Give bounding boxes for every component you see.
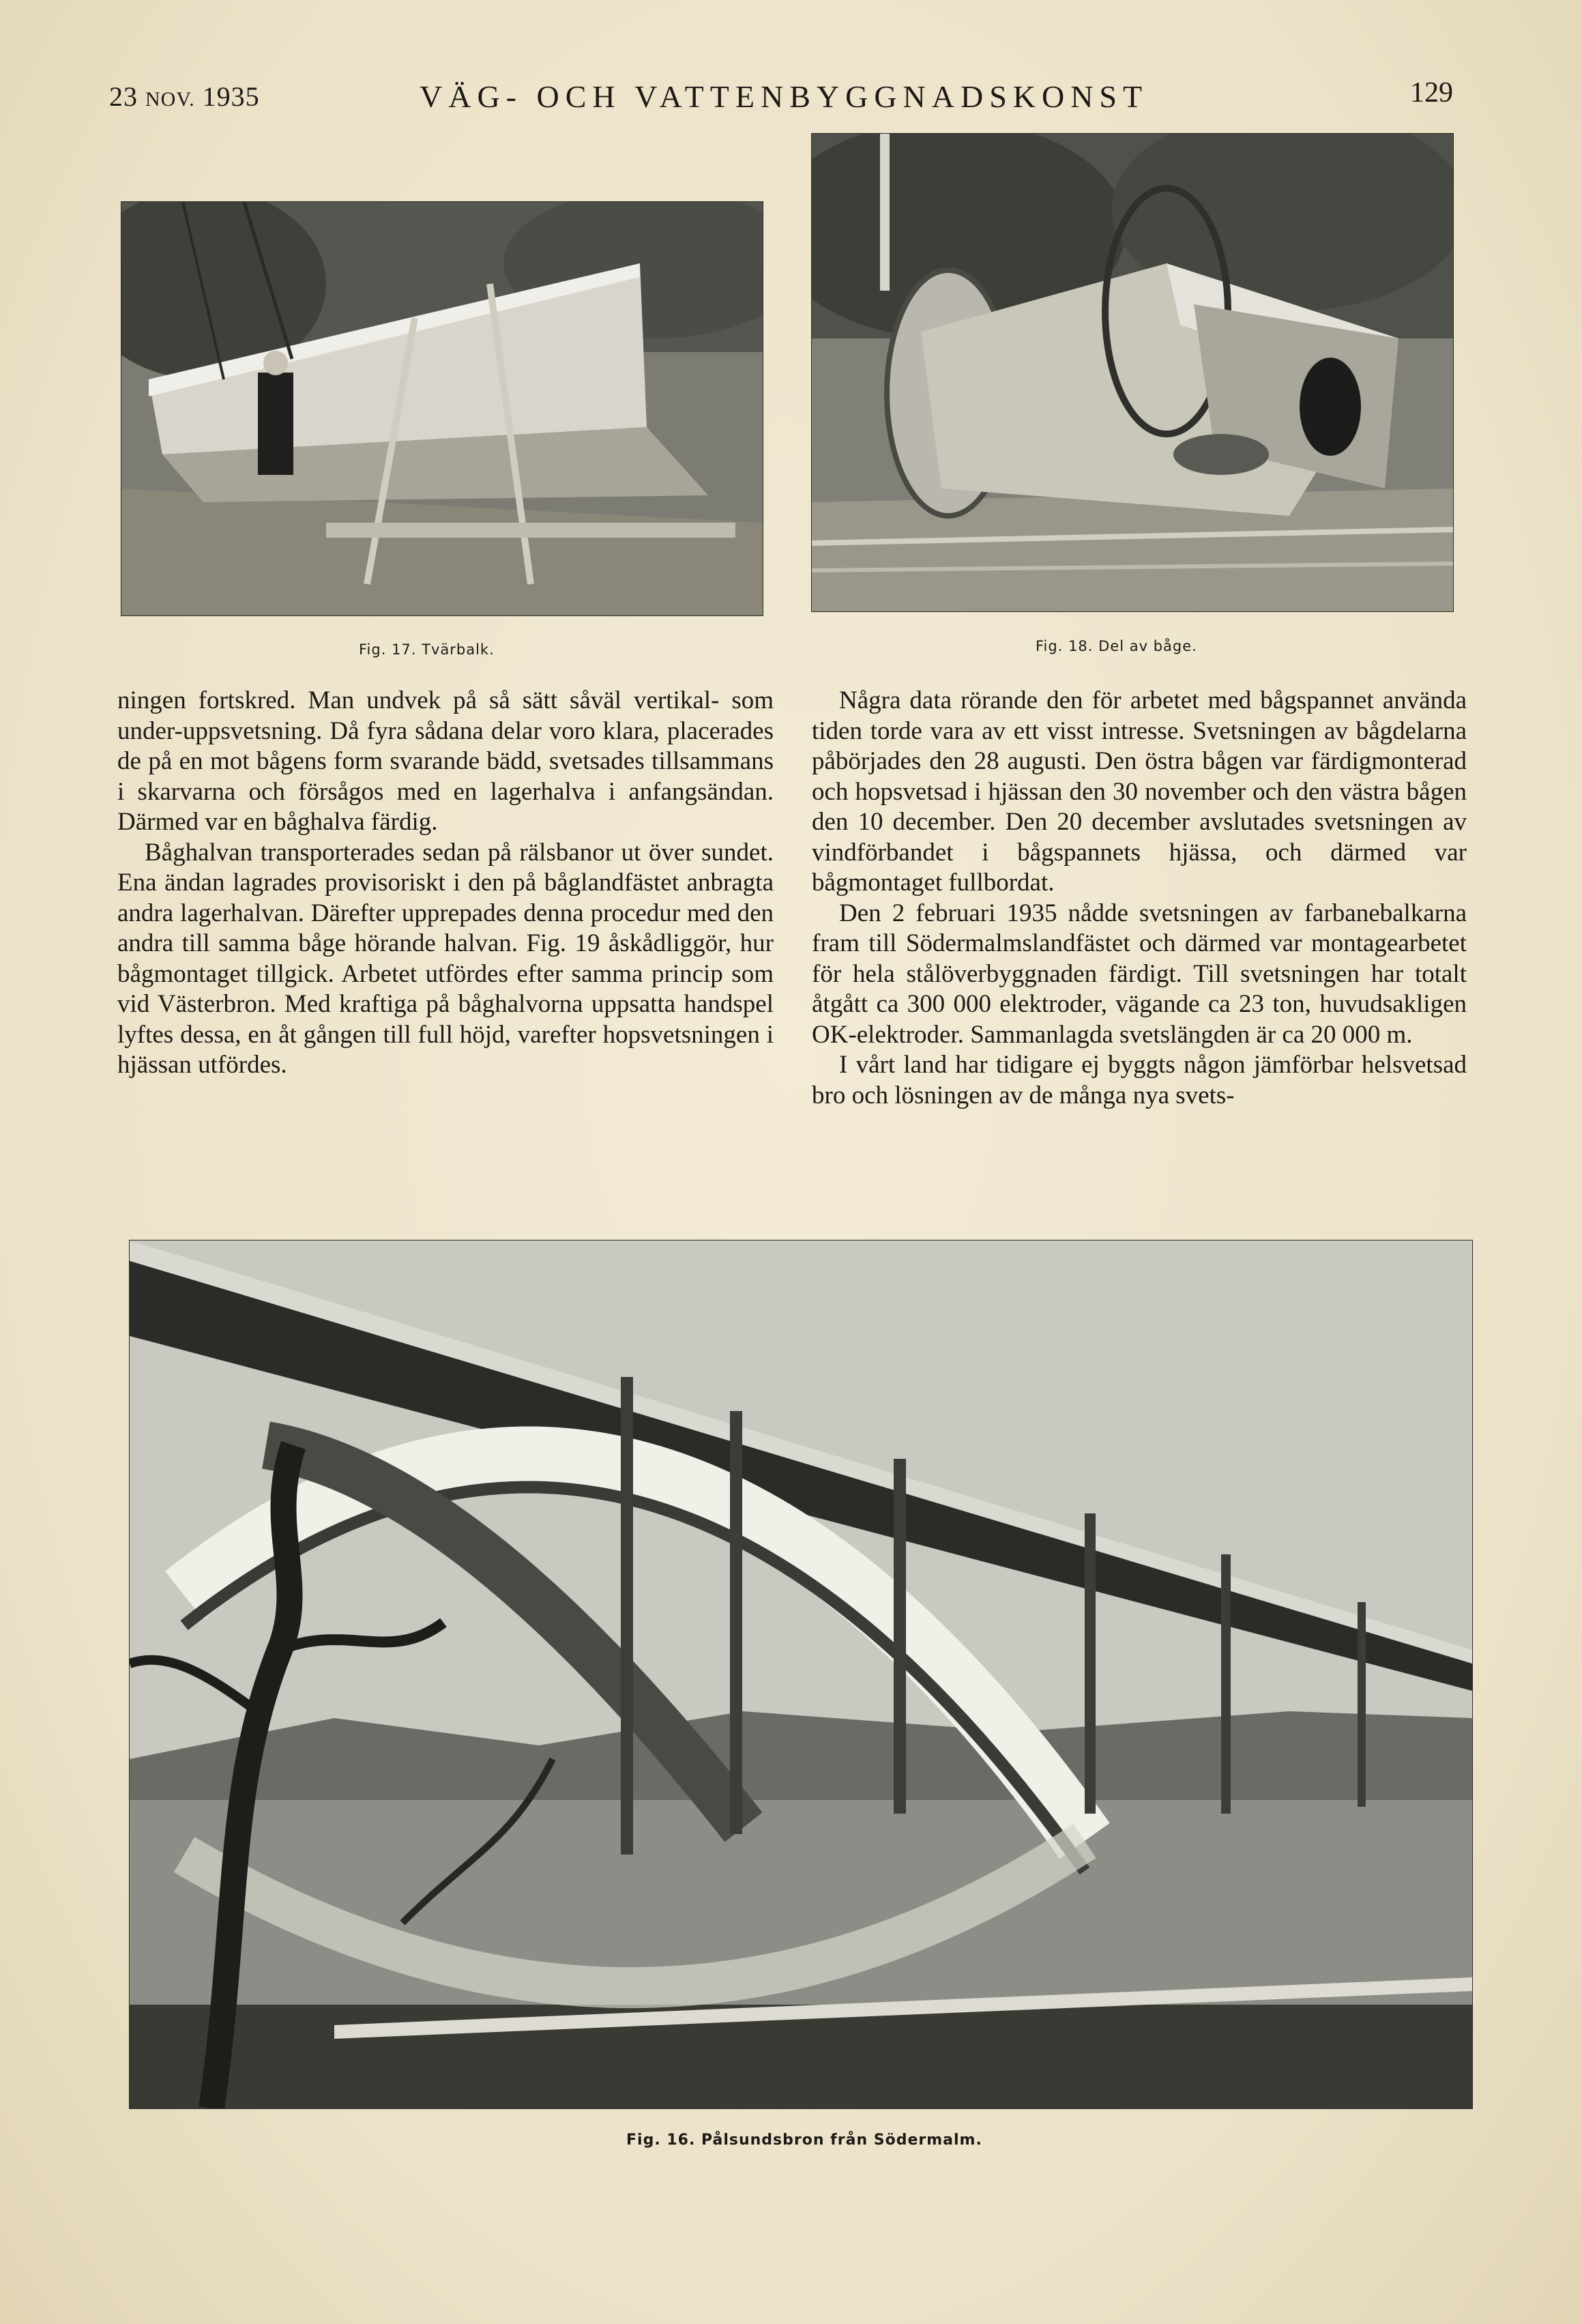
issue-date: [109, 81, 260, 113]
date-day: 23: [109, 81, 138, 112]
fig18-photo: [812, 134, 1453, 611]
paragraph: I vårt land har tidigare ej byggts någon jämförbar helsvetsad bro och lösningen av de många nya svets-: [812, 1051, 1467, 1109]
fig16-photo: [130, 1240, 1472, 2108]
fig17-caption: Fig. 17. Tvärbalk.: [359, 641, 495, 658]
fig17-photo: [121, 202, 763, 615]
fig16-caption: Fig. 16. Pålsundsbron från Södermalm.: [626, 2132, 982, 2149]
paragraph: Båghalvan transporterades sedan på rälsbanor ut över sundet. Ena ändan lagrades provisoriskt i den på båglandfästet anbragta andra lagerhalvan. Därefter upprepades denna procedur med den andra till samma båge hörande halvan. Fig. 19 åskådliggör, hur bågmontaget tillgick. Arbetet utfördes efter samma princip som vid Västerbron. Med kraftiga på båghalvorna uppsatta handspel lyftes dessa, en åt gången till full höjd, varefter hopsvetsningen i hjässan utfördes.: [117, 838, 774, 1079]
journal-title: VÄG- OCH VATTENBYGGNADSKONST: [420, 79, 1149, 114]
paragraph: Den 2 februari 1935 nådde svetsningen av farbanebalkarna fram till Södermalmslandfästet och därmed var montagearbetet för hela stålöverbyggnaden färdigt. Till svetsningen har totalt åtgått ca 300 000 elektroder, vägande ca 23 ton, huvudsakligen OK-elektroder. Sammanlagda svetslängden är ca 20 000 m.: [812, 899, 1467, 1049]
paragraph: ningen fortskred. Man undvek på så sätt såväl vertikal- som under-uppsvetsning. Då fyra sådana delar voro klara, placerades de på en mot bågens form svarande bädd, svetsades tillsammans i skarvarna och försågos med en lagerhalva i anfangsändan. Därmed var en båghalva färdig.: [117, 686, 774, 836]
right-text-column: [812, 686, 1467, 1111]
left-text-column: [117, 686, 774, 1081]
page-number: 129: [1410, 77, 1453, 108]
date-year: 1935: [202, 81, 260, 112]
date-month: NOV.: [145, 88, 195, 111]
paragraph: Några data rörande den för arbetet med bågspannet använda tiden torde vara av ett visst intresse. Svetsningen av bågdelarna påbörjades den 28 augusti. Den östra bågen var färdigmonterad och hopsvetsad i hjässan den 30 november och den västra bågen den 10 december. Den 20 december avslutades svetsningen av vindförbandet i bågspannets hjässa, och därmed var bågmontaget fullbordat.: [812, 686, 1467, 897]
fig18-caption: Fig. 18. Del av båge.: [1036, 638, 1197, 654]
